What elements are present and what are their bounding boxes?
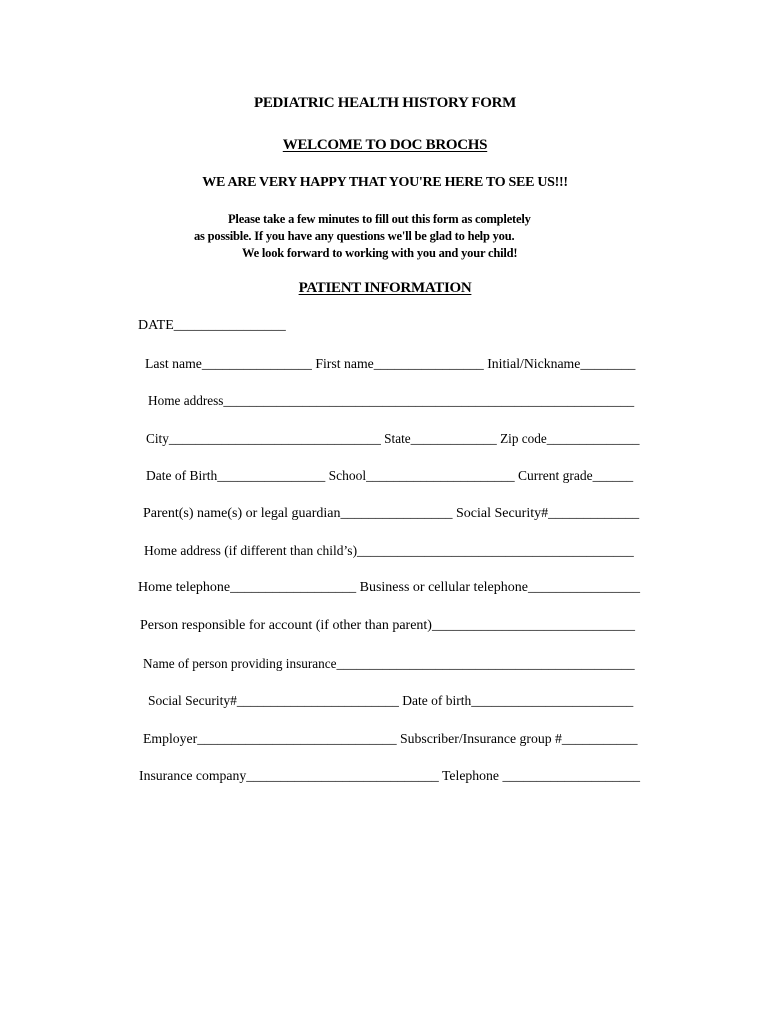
form-title: PEDIATRIC HEALTH HISTORY FORM <box>253 95 517 111</box>
welcome-heading: WELCOME TO DOC BROCHS <box>282 137 488 153</box>
insurance-company-fields[interactable]: Insurance company____________________________ Telephone ____________________ <box>139 768 640 783</box>
name-fields[interactable]: Last name________________ First name________________ Initial/Nickname________ <box>145 356 636 371</box>
happy-heading: WE ARE VERY HAPPY THAT YOU'RE HERE TO SEE US!!! <box>202 175 568 190</box>
date-field[interactable]: DATE________________ <box>138 318 286 333</box>
city-state-zip-fields[interactable]: City________________________________ State_____________ Zip code______________ <box>146 431 640 446</box>
birth-school-grade-fields[interactable]: Date of Birth________________ School______________________ Current grade______ <box>146 468 634 483</box>
insurance-provider-field[interactable]: Name of person providing insurance_____________________________________________ <box>143 656 635 671</box>
intro-line-2: as possible. If you have any questions we'll be glad to help you. <box>194 229 515 243</box>
alt-address-field[interactable]: Home address (if different than child’s)_________________________________________ <box>144 543 634 558</box>
ssn-dob-fields[interactable]: Social Security#________________________ Date of birth________________________ <box>148 693 634 708</box>
employer-group-fields[interactable]: Employer_____________________________ Subscriber/Insurance group #___________ <box>143 731 638 746</box>
intro-line-1: Please take a few minutes to fill out this form as completely <box>228 212 531 226</box>
intro-line-3: We look forward to working with you and your child! <box>242 246 518 260</box>
telephone-fields[interactable]: Home telephone__________________ Business or cellular telephone________________ <box>138 580 640 595</box>
home-address-field[interactable]: Home address______________________________________________________________ <box>148 393 635 408</box>
guardian-ssn-fields[interactable]: Parent(s) name(s) or legal guardian________________ Social Security#_____________ <box>143 506 640 521</box>
section-title: PATIENT INFORMATION <box>298 280 472 296</box>
responsible-person-field[interactable]: Person responsible for account (if other than parent)_____________________________ <box>140 618 635 633</box>
